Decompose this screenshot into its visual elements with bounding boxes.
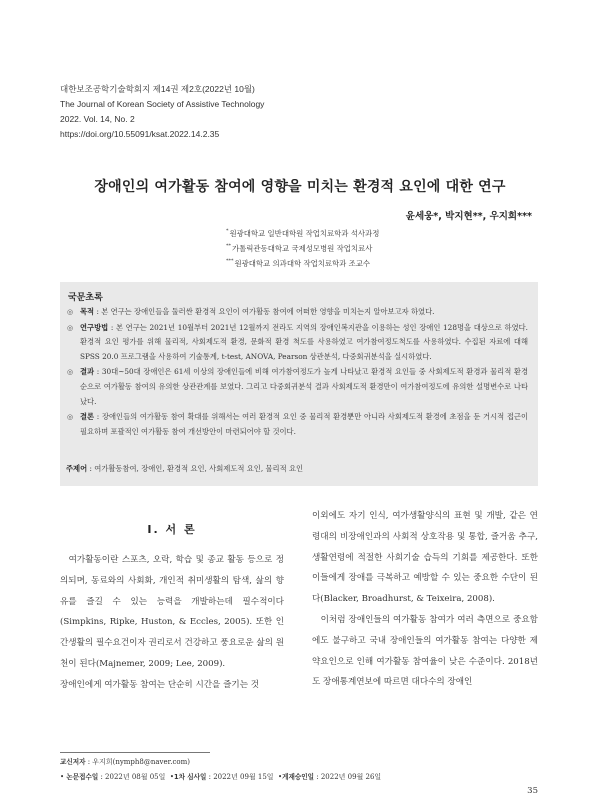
corresponding-author: 교신저자 : 우지희(nymph8@naver.com) bbox=[60, 758, 190, 766]
abstract-item-conclusion: ◎ 결론 : 장애인들의 여가활동 참여 확대를 위해서는 여러 환경적 요인 중 물리적 환경뿐만 아니라 사회제도적 환경에 초점을 둔 거시적 접근이 필요하며 포괄적인 여가활동 참여 개선방안이 마련되어야 할 것이다. bbox=[67, 412, 529, 436]
abstract-item-label: 연구방법 bbox=[80, 322, 109, 332]
body-column-right bbox=[312, 506, 538, 693]
journal-header bbox=[60, 82, 264, 142]
body-paragraph: 이처럼 장애인들의 여가활동 참여가 여러 측면으로 중요함에도 불구하고 국내 장애인들의 여가활동 참여는 다양한 제약요인으로 인해 여가활동 참여율이 낮은 수준이다. 2018년도 장애통계연보에 따르면 대다수의 장애인 bbox=[312, 614, 538, 688]
abstract-item-text: 본 연구는 2021년 10월부터 2021년 12월까지 전라도 지역의 장애인복지관을 이용하는 성인 장애인 128명을 대상으로 하였다. 환경적 요인 평가를 위해 물리적, 사회제도적 환경, 문화적 환경 척도를 사용하였고 여가참여정도척도를 사용하였다. 수집된 자료에 대해 SPSS 20.0 프로그램을 사용하여 기술통계, t-test, ANOVA, Pearson 상관분석, 다중회귀분석을 실시하였다. bbox=[80, 322, 529, 361]
bullet-icon: ◎ bbox=[67, 323, 74, 332]
journal-name-english: The Journal of Korean Society of Assistive Technology bbox=[60, 99, 265, 109]
footnotes bbox=[60, 755, 381, 785]
abstract-item-text: 장애인들의 여가활동 참여 확대를 위해서는 여러 환경적 요인 중 물리적 환경뿐만 아니라 사회제도적 환경에 초점을 둔 거시적 접근이 필요하며 포괄적인 여가활동 참여 개선방안이 마련되어야 할 것이다. bbox=[80, 412, 529, 436]
abstract-item-method: ◎ 연구방법 : 본 연구는 2021년 10월부터 2021년 12월까지 전라도 지역의 장애인복지관을 이용하는 성인 장애인 128명을 대상으로 하였다. 환경적 요인 평가를 위해 물리적, 사회제도적 환경, 문화적 환경 척도를 사용하였고 여가참여정도척도를 사용하였다. 수집된 자료에 대해 SPSS 20.0 프로그램을 사용하여 기술통계, t-test, ANOVA, Pearson 상관분석, 다중회귀분석을 실시하였다. bbox=[67, 322, 529, 361]
abstract-list bbox=[66, 305, 528, 440]
abstract-item-text: 본 연구는 장애인들을 둘러싼 환경적 요인이 여가활동 참여에 어떠한 영향을 미치는지 알아보고자 하였다. bbox=[101, 307, 435, 316]
body-paragraph: 여가활동이란 스포츠, 오락, 학습 및 종교 활동 등으로 정의되며, 동료와의 사회화, 개인적 취미생활의 탐색, 삶의 향유를 즐길 수 있는 능력을 개발하는데 필수적이다(Simpkins, Ripke, Huston, & Eccles, 2005). 또한 인간생활의 필수요건이자 권리로서 건강하고 풍요로운 삶의 원천이 된다(Majnemer, 2009; Lee, 2009). bbox=[60, 555, 284, 669]
journal-doi: https://doi.org/10.55091/ksat.2022.14.2.35 bbox=[60, 129, 220, 139]
keywords: 주제어 : 여가활동참여, 장애인, 환경적 요인, 사회제도적 요인, 물리적 요인 bbox=[66, 464, 304, 473]
paper-title: 장애인의 여가활동 참여에 영향을 미치는 환경적 요인에 대한 연구 bbox=[94, 179, 506, 195]
bullet-icon: ◎ bbox=[67, 308, 74, 316]
affiliation-1: *원광대학교 일반대학원 작업치료학과 석사과정 bbox=[226, 228, 380, 238]
bullet-icon: ◎ bbox=[67, 413, 74, 422]
affiliation-3: ***원광대학교 의과대학 작업치료학과 조교수 bbox=[226, 258, 371, 268]
abstract-item-purpose: ◎ 목적 : 본 연구는 장애인들을 둘러싼 환경적 요인이 여가활동 참여에 어떠한 영향을 미치는지 알아보고자 하였다. bbox=[66, 305, 528, 320]
abstract-item-label: 결론 bbox=[80, 412, 95, 422]
bullet-icon: ◎ bbox=[67, 368, 74, 377]
affiliations bbox=[226, 225, 379, 270]
abstract-heading: 국문초록 bbox=[68, 293, 103, 303]
journal-name-korean: 대한보조공학기술학회지 제14권 제2호(2022년 10월) bbox=[60, 84, 255, 94]
abstract-item-results: ◎ 결과 : 30대~50대 장애인은 61세 이상의 장애인들에 비해 여가참여정도가 높게 나타났고 환경적 요인들 중 사회제도적 환경과 물리적 환경 순으로 여가활동 참여의 유의한 상관관계를 보였다. 그리고 다중회귀분석 결과 사회제도적 환경만이 여가참여정도에 유의한 설명변수로 나타났다. bbox=[67, 367, 528, 406]
body-column-left bbox=[60, 550, 284, 696]
journal-volume: 2022. Vol. 14, No. 2 bbox=[60, 114, 135, 124]
body-paragraph: 장애인에게 여가활동 참여는 단순히 시간을 즐기는 것 bbox=[60, 679, 260, 690]
submission-dates: • 논문접수일 : 2022년 08월 05일 •1차 심사일 : 2022년 09월 15일 •게재승인일 : 2022년 09월 26일 bbox=[60, 773, 382, 781]
keywords-text: 여가활동참여, 장애인, 환경적 요인, 사회제도적 요인, 물리적 요인 bbox=[94, 464, 304, 473]
abstract-item-label: 목적 bbox=[80, 307, 95, 316]
section-heading-introduction: Ⅰ. 서 론 bbox=[147, 523, 197, 536]
body-paragraph: 이외에도 자기 인식, 여가생활양식의 표현 및 개발, 같은 연령대의 비장애인과의 사회적 상호작용 및 통합, 즐거움 추구, 생활연령에 적절한 사회기술 습득의 기회를 제공한다. 또한 이들에게 장애를 극복하고 예방할 수 있는 중요한 수단이 된다(Blacker, Broadhurst, & Teixeira, 2008). bbox=[312, 511, 538, 605]
page-number: 35 bbox=[527, 786, 538, 796]
abstract-item-text: 30대~50대 장애인은 61세 이상의 장애인들에 비해 여가참여정도가 높게 나타났고 환경적 요인들 중 사회제도적 환경과 물리적 환경 순으로 여가활동 참여의 유의한 상관관계를 보였다. 그리고 다중회귀분석 결과 사회제도적 환경만이 여가참여정도에 유의한 설명변수로 나타났다. bbox=[80, 367, 528, 406]
footnote-divider bbox=[60, 752, 210, 753]
abstract-item-label: 결과 bbox=[80, 367, 95, 377]
author-list: 윤세웅*, 박지현**, 우지희*** bbox=[405, 211, 532, 222]
keywords-label: 주제어 bbox=[66, 464, 88, 473]
affiliation-2: **가톨릭관동대학교 국제성모병원 작업치료사 bbox=[226, 243, 373, 253]
